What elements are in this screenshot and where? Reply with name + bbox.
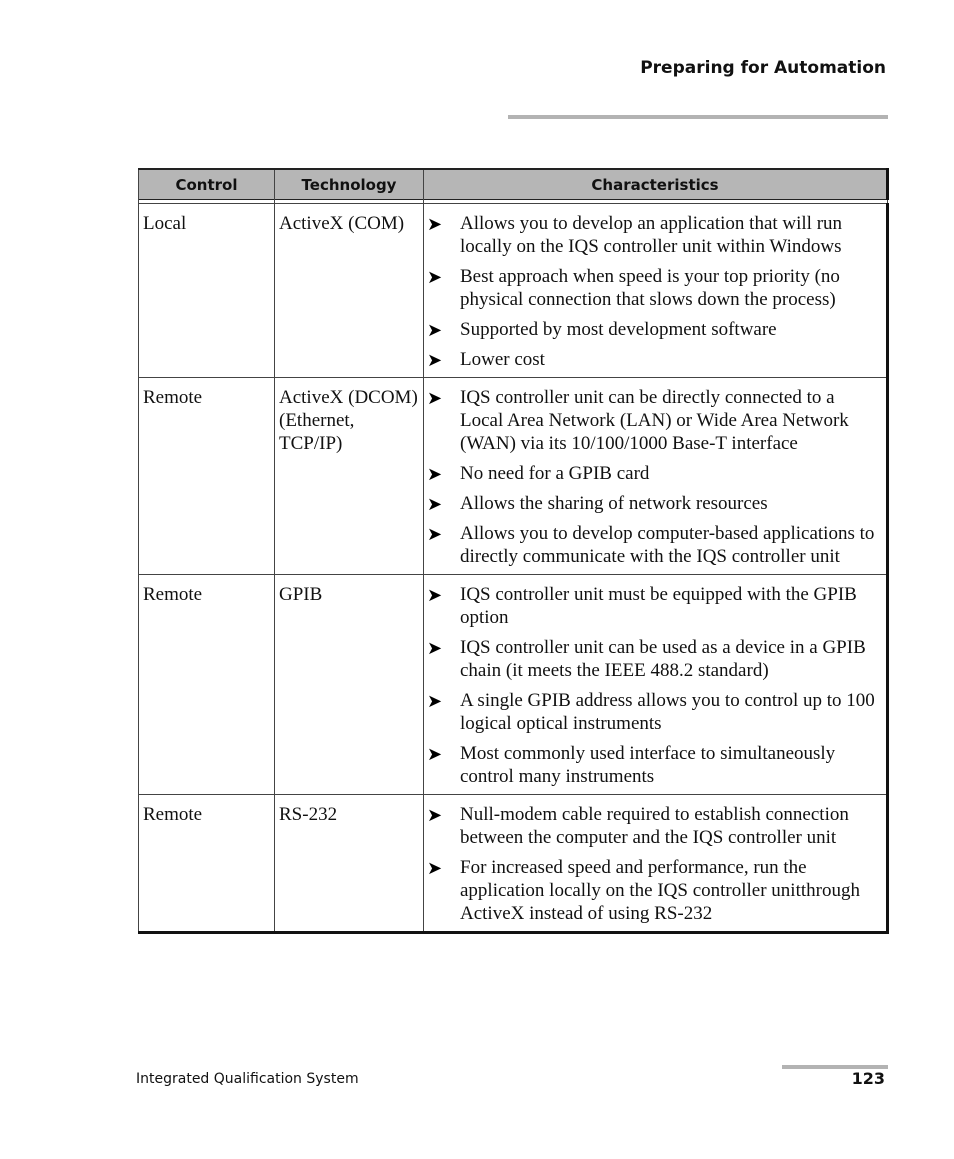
- characteristics-cell: [424, 204, 888, 378]
- characteristic-text: Allows you to develop computer-based applications to directly communicate with the IQS controller unit: [460, 523, 875, 567]
- characteristic-text: IQS controller unit must be equipped with the GPIB option: [460, 584, 857, 628]
- arrow-bullet-icon: ➤: [427, 805, 443, 826]
- list-item: [427, 636, 880, 682]
- characteristics-list: [427, 583, 880, 788]
- list-item: [427, 318, 880, 341]
- table-row: [139, 204, 888, 378]
- table-row: [139, 575, 888, 795]
- list-item: [427, 583, 880, 629]
- list-item: [427, 856, 880, 925]
- arrow-bullet-icon: ➤: [427, 524, 443, 545]
- arrow-bullet-icon: ➤: [427, 350, 443, 371]
- characteristic-text: IQS controller unit can be used as a device in a GPIB chain (it meets the IEEE 488.2 standard): [460, 637, 866, 681]
- arrow-bullet-icon: ➤: [427, 858, 443, 879]
- characteristics-list: [427, 386, 880, 568]
- characteristic-text: Null-modem cable required to establish connection between the computer and the IQS controller unit: [460, 804, 849, 848]
- characteristics-list: [427, 212, 880, 371]
- control-cell: Local: [139, 204, 275, 378]
- column-header-technology: Technology: [275, 169, 424, 200]
- technology-cell: RS-232: [275, 795, 424, 933]
- arrow-bullet-icon: ➤: [427, 214, 443, 235]
- characteristics-cell: [424, 575, 888, 795]
- footer-document-title: Integrated Qualification System: [136, 1071, 359, 1087]
- list-item: [427, 492, 880, 515]
- arrow-bullet-icon: ➤: [427, 320, 443, 341]
- list-item: [427, 386, 880, 455]
- characteristic-text: No need for a GPIB card: [460, 463, 650, 484]
- characteristic-text: Most commonly used interface to simultaneously control many instruments: [460, 743, 836, 787]
- characteristics-cell: [424, 795, 888, 933]
- running-header-title: Preparing for Automation: [640, 58, 886, 78]
- characteristic-text: Lower cost: [460, 349, 545, 370]
- characteristics-list: [427, 803, 880, 925]
- control-cell: Remote: [139, 795, 275, 933]
- header-rule: [508, 115, 888, 119]
- arrow-bullet-icon: ➤: [427, 388, 443, 409]
- arrow-bullet-icon: ➤: [427, 638, 443, 659]
- table-row: [139, 378, 888, 575]
- characteristic-text: Best approach when speed is your top priority (no physical connection that slows down the process): [460, 266, 840, 310]
- characteristic-text: Supported by most development software: [460, 319, 777, 340]
- technology-cell: ActiveX (COM): [275, 204, 424, 378]
- list-item: [427, 522, 880, 568]
- technology-cell: GPIB: [275, 575, 424, 795]
- control-cell: Remote: [139, 378, 275, 575]
- column-header-control: Control: [139, 169, 275, 200]
- table-body: [139, 204, 888, 933]
- list-item: [427, 689, 880, 735]
- characteristic-text: Allows you to develop an application that will run locally on the IQS controller unit within Windows: [460, 213, 843, 257]
- list-item: [427, 212, 880, 258]
- characteristic-text: A single GPIB address allows you to control up to 100 logical optical instruments: [460, 690, 875, 734]
- characteristics-cell: [424, 378, 888, 575]
- arrow-bullet-icon: ➤: [427, 267, 443, 288]
- table-row: [139, 795, 888, 933]
- characteristic-text: For increased speed and performance, run the application locally on the IQS controller unitthrough ActiveX instead of using RS-232: [460, 857, 860, 924]
- arrow-bullet-icon: ➤: [427, 464, 443, 485]
- arrow-bullet-icon: ➤: [427, 494, 443, 515]
- arrow-bullet-icon: ➤: [427, 691, 443, 712]
- column-header-characteristics: Characteristics: [424, 169, 888, 200]
- list-item: [427, 348, 880, 371]
- list-item: [427, 265, 880, 311]
- table-header-row: [139, 169, 888, 200]
- technology-cell: ActiveX (DCOM) (Ethernet, TCP/IP): [275, 378, 424, 575]
- control-options-table: [138, 168, 889, 934]
- characteristic-text: IQS controller unit can be directly connected to a Local Area Network (LAN) or Wide Area Network (WAN) via its 10/100/1000 Base-T interface: [460, 387, 849, 454]
- list-item: [427, 742, 880, 788]
- list-item: [427, 803, 880, 849]
- arrow-bullet-icon: ➤: [427, 585, 443, 606]
- control-cell: Remote: [139, 575, 275, 795]
- arrow-bullet-icon: ➤: [427, 744, 443, 765]
- characteristic-text: Allows the sharing of network resources: [460, 493, 768, 514]
- list-item: [427, 462, 880, 485]
- page-number: 123: [851, 1069, 885, 1088]
